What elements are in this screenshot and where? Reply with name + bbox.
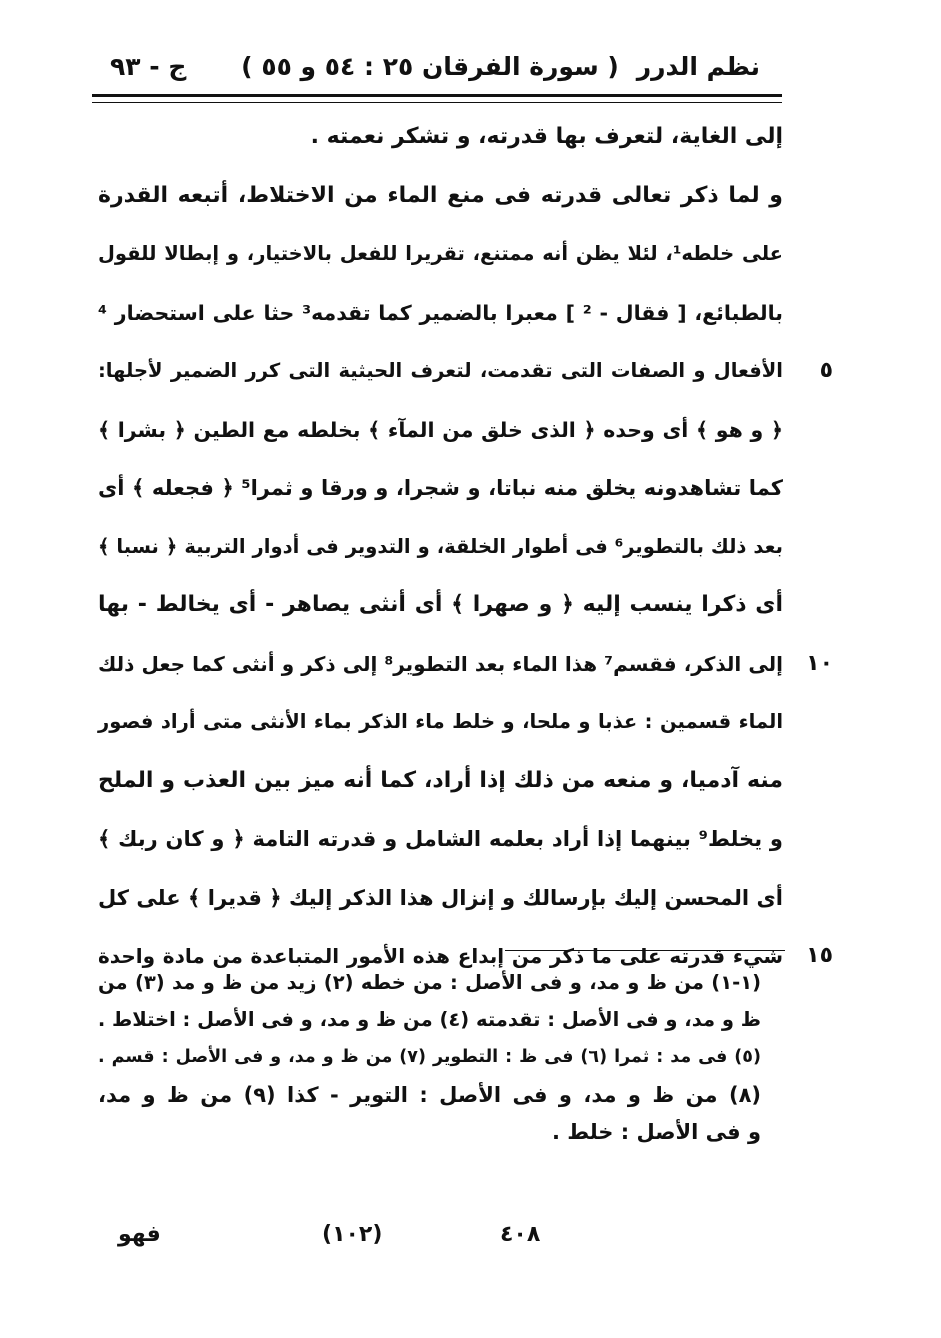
line-text: بعد ذلك بالتطوير⁶ فى أطوار الخلقة، و التدوير فى أدوار التربية ﴿ نسبا ﴾: [98, 534, 783, 558]
text-line: [98, 649, 833, 708]
line-text: الماء قسمين : عذبا و ملحا، و خلط ماء الذكر بماء الأنثى متى أراد فصور: [98, 710, 783, 733]
line-text: و لما ذكر تعالى قدرته فى منع الماء من الاختلاط، أتبعه القدرة: [98, 182, 783, 208]
footnote-line: و فى الأصل : خلط .: [551, 1119, 761, 1144]
text-line: [98, 473, 783, 532]
line-number: ٥: [819, 358, 833, 383]
line-text: إلى الذكر، فقسم⁷ هذا الماء بعد التطوير⁸ إلى ذكر و أنثى كما جعل ذلك: [98, 651, 784, 676]
line-text: بالطبائع، [ فقال - ² ] معبرا بالضمير كما تقدمه³ حثا على استحضار ⁴: [98, 300, 784, 325]
text-line: [98, 298, 783, 357]
header-rule: [92, 94, 782, 103]
footnotes: [98, 968, 761, 1154]
footnote-rule: [505, 950, 785, 951]
text-line: [98, 766, 783, 825]
line-text: و يخلط⁹ بينهما إذا أراد بعلمه الشامل و قدرته التامة ﴿ و كان ربك ﴾: [98, 827, 783, 851]
footnote-line: ظ و مد، و فى الأصل : تقدمته (٤) من ظ و مد، و فى الأصل : اختلاط .: [97, 1008, 761, 1032]
main-text: [98, 122, 833, 1000]
line-text: شيء قدرته على ما ذكر من إبداع هذه الأمور المتباعدة من مادة واحدة: [98, 944, 783, 968]
text-line: [98, 181, 783, 240]
line-text: على خلطه¹، لئلا يظن أنه ممتنع، تقريرا للفعل بالاختيار، و إبطالا للقول: [98, 242, 783, 265]
line-text: ﴿ و هو ﴾ أى وحده ﴿ الذى خلق من المآء ﴾ بخلطه مع الطين ﴿ بشرا ﴾: [98, 417, 783, 442]
text-line: [98, 122, 783, 181]
line-text: كما تشاهدونه يخلق منه نباتا، و شجرا، و ورقا و ثمرا⁵ ﴿ فجعله ﴾ أى: [98, 476, 783, 500]
footnote-line: (٨) من ظ و مد، و فى الأصل : التوير - كذا (٩) من ظ و مد،: [98, 1082, 761, 1107]
signature-mark: (١٠٢): [322, 1222, 383, 1247]
text-line: [98, 239, 783, 298]
text-line: [98, 883, 783, 942]
page-number: ٤٠٨: [500, 1222, 541, 1247]
text-line: [98, 824, 783, 883]
text-line: [98, 532, 783, 591]
line-text: أى ذكرا ينسب إليه ﴿ و صهرا ﴾ أى أنثى يصاهر - أى يخالط - بها: [98, 592, 783, 617]
catchword: فهو: [118, 1222, 161, 1247]
line-text: أى المحسن إليك بإرسالك و إنزال هذا الذكر إليك ﴿ قديرا ﴾ على كل: [98, 885, 783, 910]
line-number: ١٠: [806, 650, 833, 676]
running-title: نظم الدرر: [636, 52, 760, 81]
surah-reference: ( سورة الفرقان ٢٥ : ٥٤ و ٥٥ ): [241, 52, 619, 81]
text-line: [98, 415, 783, 474]
line-text: منه آدميا، و منعه من ذلك إذا أراد، كما أنه ميز بين العذب و الملح: [98, 767, 783, 793]
text-line: [98, 590, 783, 649]
page-header: [100, 48, 760, 88]
line-text: إلى الغاية، لتعرف بها قدرته، و تشكر نعمته .: [310, 124, 783, 149]
footnote-line: (١-١) من ظ و مد، و فى الأصل : من خطه (٢) زيد من ظ و مد (٣) من: [98, 971, 762, 994]
line-text: الأفعال و الصفات التى تقدمت، لتعرف الحيثية التى كرر الضمير لأجلها:: [98, 359, 783, 382]
page-footer: [100, 1222, 760, 1256]
text-line: [98, 356, 833, 415]
footnote-line: (٥) فى مد : ثمرا (٦) فى ظ : التطوير (٧) من ظ و مد، و فى الأصل : قسم .: [98, 1047, 761, 1068]
text-line: [98, 707, 783, 766]
line-number: ١٥: [806, 943, 833, 968]
volume-page: ج - ٩٣: [110, 52, 187, 81]
